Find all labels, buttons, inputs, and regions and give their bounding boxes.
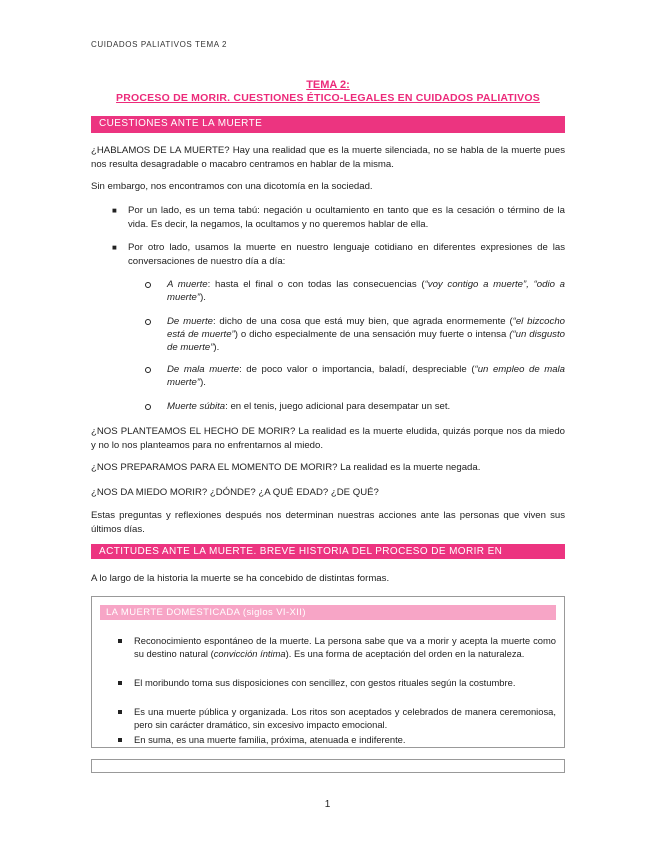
text: ). Es una forma de aceptación del orden en la naturaleza. — [285, 648, 525, 659]
sub-item-a-muerte — [167, 278, 565, 304]
bullet-tabu: Por un lado, es un tema tabú: negación u ocultamiento en tanto que es la cesación o término de la vida. Es decir, la negamos, la ocultamos y no queremos hablar de ella. — [128, 205, 565, 230]
sub-bullet-circle — [145, 282, 151, 288]
paragraph-hablamos: ¿HABLAMOS DE LA MUERTE? Hay una realidad que es la muerte silenciada, no se habla de la muerte pues nos resulta desagradable o macabro centramos en hablar de la misma. — [91, 145, 565, 170]
bullet-dot: ■ — [112, 243, 117, 252]
definition: : en el tenis, juego adicional para desempatar un set. — [225, 401, 451, 412]
bullet-lenguaje: Por otro lado, usamos la muerte en nuestro lenguaje cotidiano en diferentes expresiones de las conversaciones de nuestro día a día: — [128, 242, 565, 267]
box-heading: LA MUERTE DOMESTICADA (siglos VI-XII) — [100, 605, 556, 620]
closing: ). — [213, 342, 220, 353]
title-line-1: TEMA 2: — [306, 79, 350, 91]
paragraph-historia: A lo largo de la historia la muerte se ha concebido de distintas formas. — [91, 573, 390, 584]
closing: ). — [200, 292, 206, 303]
bullet-square — [118, 639, 122, 643]
closing: ). — [200, 377, 206, 388]
title-line-2: PROCESO DE MORIR. CUESTIONES ÉTICO-LEGALES EN CUIDADOS PALIATIVOS — [116, 92, 540, 104]
box-bullet-suma: En suma, es una muerte familia, próxima, atenuada e indiferente. — [134, 734, 406, 745]
paragraph-miedo: ¿NOS DA MIEDO MORIR? ¿DÓNDE? ¿A QUÉ EDAD? ¿DE QUÉ? — [91, 487, 379, 498]
emphasis: convicción íntima — [213, 648, 286, 659]
paragraph-dicotomia: Sin embargo, nos encontramos con una dicotomía en la sociedad. — [91, 181, 373, 192]
term: Muerte súbita — [167, 401, 226, 412]
sub-bullet-circle — [145, 367, 151, 373]
sub-item-muerte-subita — [167, 400, 565, 413]
definition: : de poco valor o importancia, baladí, despreciable ( — [239, 364, 475, 375]
section-heading-actitudes: ACTITUDES ANTE LA MUERTE. BREVE HISTORIA DEL PROCESO DE MORIR EN OCCIDENTE — [91, 544, 565, 559]
paragraph-planteamos: ¿NOS PLANTEAMOS EL HECHO DE MORIR? La realidad es la muerte eludida, quizás porque nos da miedo y no lo nos planteamos para no enfrentarnos al miedo. — [91, 426, 565, 451]
sub-bullet-circle — [145, 319, 151, 325]
bullet-dot: ■ — [112, 206, 117, 215]
definition-cont: ) o dicho especialmente de una sensación muy fuerte o intensa — [234, 329, 510, 340]
definition: : dicho de una cosa que está muy bien, que agrada enormemente ( — [212, 316, 513, 327]
example: “voy contigo a muerte”, “odio a muerte” — [167, 279, 565, 303]
box-bullet-reconocimiento — [134, 634, 556, 660]
term: De muerte — [167, 316, 213, 327]
bullet-square — [118, 681, 122, 685]
empty-box — [91, 759, 565, 773]
box-bullet-publica: Es una muerte pública y organizada. Los ritos son aceptados y celebrados de manera ceremoniosa, pero sin carácter dramático, sin excesivo impacto emocional. — [134, 706, 556, 730]
section-heading-cuestiones: CUESTIONES ANTE LA MUERTE — [91, 116, 565, 133]
sub-bullet-circle — [145, 404, 151, 410]
box-bullet-moribundo: El moribundo toma sus disposiciones con sencillez, con gestos rituales según la costumbre. — [134, 677, 516, 688]
term: A muerte — [167, 279, 208, 290]
paragraph-preparamos: ¿NOS PREPARAMOS PARA EL MOMENTO DE MORIR? La realidad es la muerte negada. — [91, 462, 481, 473]
example: (“un disgusto de muerte” — [167, 329, 565, 353]
paragraph-reflexiones: Estas preguntas y reflexiones después nos determinan nuestras acciones ante las personas que viven sus últimos días. — [91, 510, 565, 535]
document-title — [91, 79, 565, 105]
example: “un empleo de mala muerte” — [167, 364, 566, 388]
sub-item-de-mala-muerte — [167, 363, 565, 389]
bullet-square — [118, 738, 122, 742]
running-header: CUIDADOS PALIATIVOS TEMA 2 — [91, 40, 228, 49]
example: “el bizcocho está de muerte” — [167, 316, 565, 340]
sub-item-de-muerte — [167, 315, 565, 354]
bullet-square — [118, 710, 122, 714]
text: Reconocimiento espontáneo de la muerte. La persona sabe que va a morir y acepta la muerte como su destino natural ( — [134, 635, 556, 659]
term: De mala muerte — [167, 364, 240, 375]
definition: : hasta el final o con todas las consecuencias ( — [207, 279, 425, 290]
page-number: 1 — [324, 799, 331, 810]
